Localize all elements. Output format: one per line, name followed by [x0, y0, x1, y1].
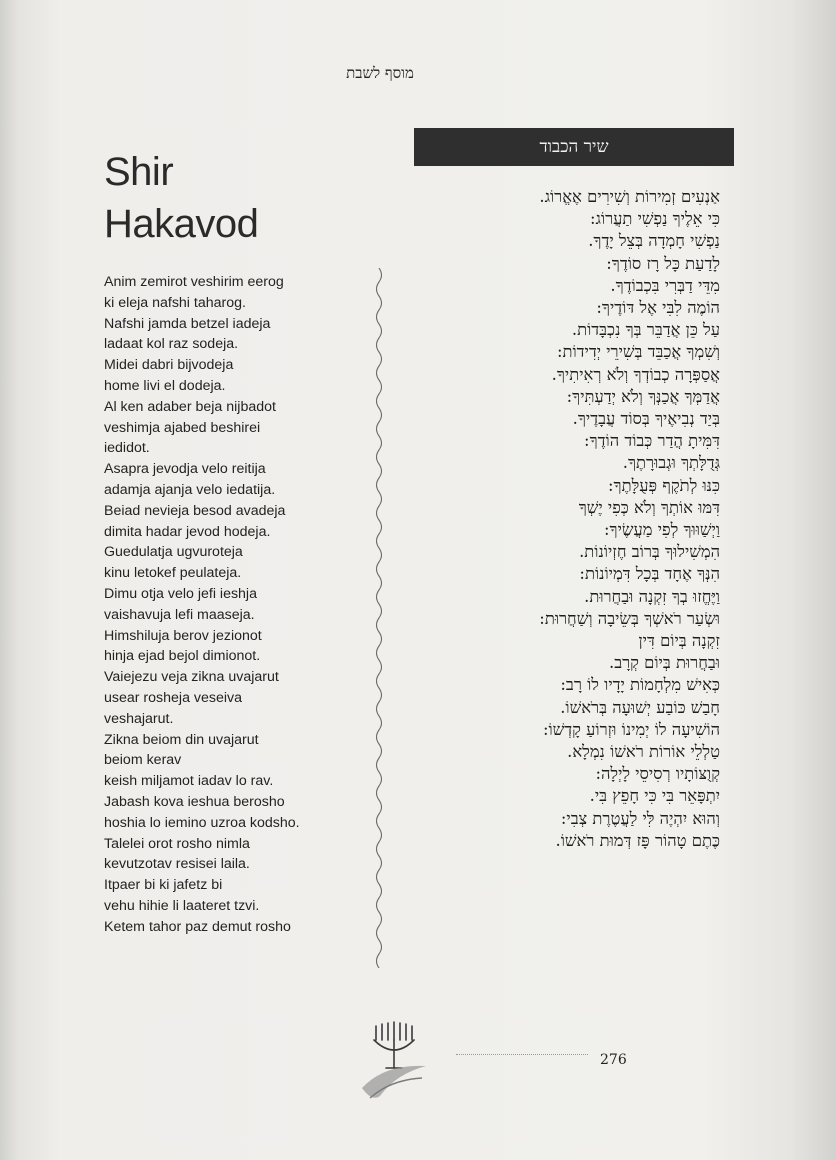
hebrew-line: טַלְלֵי אוֹרוֹת רֹאשׁוֹ נִמְלָא. — [567, 742, 720, 762]
transliteration-line: hinja ejad bejol dimionot. — [104, 648, 261, 665]
hebrew-line: אֲדַמְּךָ אֲכַנְּךָ וְלֹא יְדַעְתִּיךָ: — [566, 386, 720, 406]
transliteration-line: Anim zemirot veshirim eerog — [104, 274, 284, 290]
menorah-icon — [356, 1018, 432, 1104]
transliteration-line: Nafshi jamda betzel iadeja — [104, 315, 271, 332]
transliteration-line: keish miljamot iadav lo rav. — [104, 773, 274, 790]
hebrew-line: דִּמּוּ אוֹתְךָ וְלֹא כְּפִי יֶשְׁךָ — [578, 497, 720, 517]
hebrew-line: הִמְשִׁילוּךָ בְּרוֹב חֶזְיוֹנוֹת. — [579, 542, 720, 562]
transliteration-line: usear rosheja veseiva — [104, 689, 243, 706]
transliteration-line: Beiad nevieja besod avadeja — [104, 502, 286, 519]
hebrew-line: וּשְׂעַר רֹאשְׁךָ בְּשֵׂיבָה וְשַׁחֲרוּת: — [539, 608, 720, 628]
hebrew-line: וְשִׁמְךָ אֲכַבֵּד בְּשִׁירֵי יְדִידוֹת: — [556, 342, 720, 362]
transliteration-line: dimita hadar jevod hodeja. — [104, 523, 271, 540]
hebrew-line: יִתְפָּאֵר בִּי כִּי חָפֵץ בִּי. — [589, 786, 720, 806]
hebrew-line: עַל כֵּן אֲדַבֵּר בְּךָ נִכְבָּדוֹת. — [571, 320, 720, 340]
hebrew-line: קְוֻצּוֹתָיו רְסִיסֵי לָיְלָה: — [595, 764, 720, 784]
transliteration-line: Jabash kova ieshua berosho — [104, 793, 285, 810]
title-line-1: Shir — [104, 150, 174, 194]
transliteration-line: Al ken adaber beja nijbadot — [104, 398, 276, 415]
hebrew-line: אַנְעִים זְמִירוֹת וְשִׁירִים אֶאֱרוֹג. — [539, 187, 720, 206]
hebrew-line: וְהוּא יִהְיֶה לִּי לַעֲטֶרֶת צְבִי: — [560, 808, 720, 828]
page-title — [104, 146, 258, 250]
hebrew-line: בְּיַד נְבִיאֶיךָ בְּסוֹד עֲבָדֶיךָ. — [572, 409, 720, 429]
footer-rule — [456, 1054, 588, 1055]
hebrew-line: הִנְּךָ אֶחָד בְּכָל דִּמְיוֹנוֹת: — [579, 564, 720, 584]
transliteration-line: iedidot. — [104, 440, 150, 457]
transliteration-line: Talelei orot rosho nimla — [104, 835, 250, 852]
hebrew-line: זִקְנָה בְּיוֹם דִּין — [638, 631, 720, 651]
transliteration-line: adamja ajanja velo iedatija. — [104, 481, 276, 498]
transliteration-line: Himshiluja berov jezionot — [104, 627, 262, 644]
transliteration-line: kinu letokef peulateja. — [104, 565, 242, 582]
transliteration-line: Dimu otja velo jefi ieshja — [104, 585, 257, 602]
transliteration-line: ladaat kol raz sodeja. — [104, 336, 239, 353]
transliteration-line: vaishavuja lefi maaseja. — [104, 606, 255, 623]
transliteration-line: Ketem tahor paz demut rosho — [104, 918, 291, 935]
transliteration-line: Itpaer bi ki jafetz bi — [104, 877, 223, 894]
transliteration-line: Zikna beiom din uvajarut — [104, 731, 259, 748]
hebrew-line: כִּי אֵלֶיךָ נַפְשִׁי תַעֲרוֹג: — [589, 209, 720, 229]
hebrew-line: הוֹמֶה לִבִּי אֶל דּוֹדֶיךָ: — [596, 298, 720, 318]
hebrew-line: גְּדֻלָּתְךָ וּגְבוּרָתֶךָ. — [622, 453, 720, 473]
transliteration-line: veshimja ajabed beshirei — [104, 419, 261, 436]
transliteration-line: beiom kerav — [104, 752, 182, 769]
hebrew-line: נַפְשִׁי חָמְדָה בְּצֵל יָדֶךָ. — [588, 231, 720, 251]
transliteration-column — [104, 272, 364, 938]
hebrew-line: כִּנּוּ לְתֹקֶף פְּעֻלָּתֶךָ: — [608, 475, 720, 495]
transliteration-line: vehu hihie li laateret tzvi. — [104, 897, 260, 914]
transliteration-line: Asapra jevodja velo reitija — [104, 461, 266, 478]
hebrew-line: אֲסַפְּרָה כְבוֹדְךָ וְלֹא רְאִיתִיךָ. — [551, 364, 720, 384]
wavy-divider — [371, 268, 387, 968]
transliteration-line: home livi el dodeja. — [104, 377, 226, 394]
hebrew-line: כְּאִישׁ מִלְחָמוֹת יָדָיו לוֹ רָב: — [560, 675, 720, 695]
hebrew-line: כֶּתֶם טָהוֹר פָּז דְּמוּת רֹאשׁוֹ. — [555, 830, 720, 850]
transliteration-line: kevutzotav resisei laila. — [104, 856, 250, 873]
hebrew-line: וַיֶּחֱזוּ בְךָ זִקְנָה וּבַחֲרוּת. — [584, 586, 720, 606]
hebrew-line: דִּמִּיתָ הֲדַר כְּבוֹד הוֹדֶךָ: — [584, 431, 720, 451]
page-number: 276 — [600, 1052, 627, 1068]
hebrew-title-banner: שיר הכבוד — [414, 128, 734, 166]
transliteration-line: Guedulatja ugvuroteja — [104, 544, 243, 561]
title-line-2: Hakavod — [104, 202, 259, 246]
hebrew-text-column — [398, 186, 720, 852]
transliteration-line: ki eleja nafshi taharog. — [104, 294, 246, 311]
hebrew-line: חָבַשׁ כּוֹבַע יְשׁוּעָה בְּרֹאשׁוֹ. — [560, 697, 720, 717]
hebrew-line: וּבַחֲרוּת בְּיוֹם קְרָב. — [608, 653, 720, 673]
running-header: מוסף לשבת — [346, 64, 414, 82]
hebrew-line: מִדֵּי דַבְּרִי בִּכְבוֹדֶךָ. — [610, 275, 720, 295]
transliteration-line: hoshia lo iemino uzroa kodsho. — [104, 814, 300, 831]
hebrew-line: לָדַעַת כָּל רָז סוֹדֶךָ: — [606, 253, 720, 273]
transliteration-line: veshajarut. — [104, 710, 174, 727]
hebrew-line: הוֹשִׁיעָה לוֹ יְמִינוֹ וּזְרוֹעַ קָדְשׁוֹ: — [542, 719, 720, 739]
transliteration-line: Vaiejezu veja zikna uvajarut — [104, 669, 279, 686]
hebrew-line: וַיְשַׁוּוּךָ לְפִי מַעֲשֶׂיךָ: — [604, 520, 720, 540]
transliteration-line: Midei dabri bijvodeja — [104, 357, 234, 374]
